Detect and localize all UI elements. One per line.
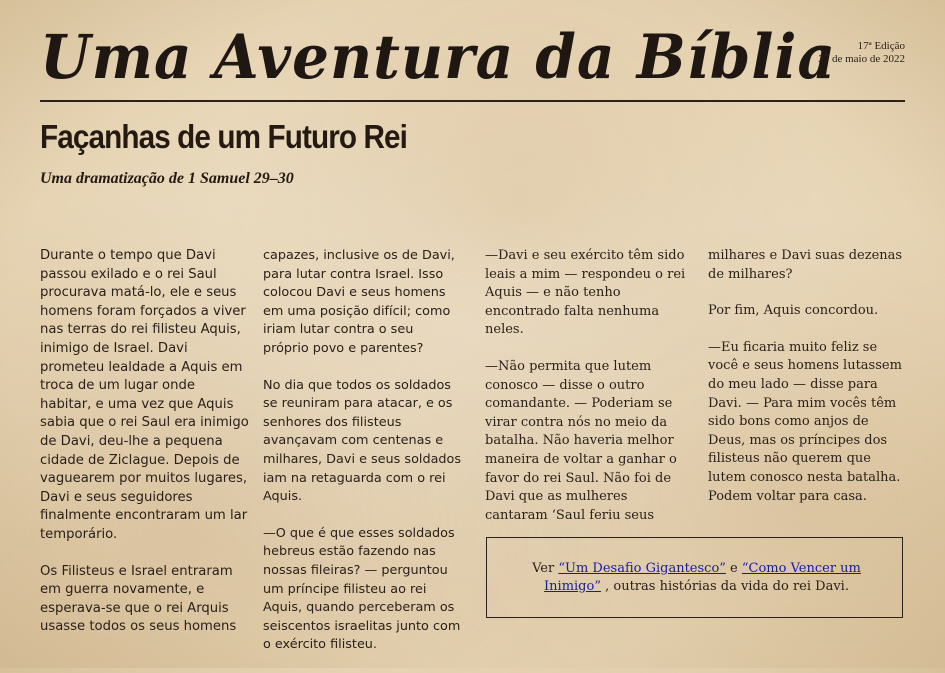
link-como-vencer-um-inimigo[interactable]: “Como Vencer um Inimigo” [544,561,861,594]
paragraph: No dia que todos os soldados se reuniram para atacar, e os senhores dos filisteus avançavam com centenas e milhares, Davi e seus soldados iam na retaguarda com o rei Aquis. [263,377,462,505]
edition-number: 17ª Edição [857,40,905,52]
paragraph: —Não permita que lutem conosco — disse o outro comandante. — Poderiam se virar contra nós no meio da batalha. Não haveria melhor maneira de voltar a ganhar o favor do rei Saul. Não foi de Davi que as mulheres cantaram ‘Saul feriu seus [485,358,677,523]
link-um-desafio-gigantesco[interactable]: “Um Desafio Gigantesco” [558,561,726,576]
paragraph: Durante o tempo que Davi passou exilado e o rei Saul procurava matá-lo, ele e seus homens foram forçados a viver nas terras do rei filisteu Aquis, inimigo de Israel. Davi prometeu lealdade a Aquis em troca de um lugar onde habitar, e uma vez que Aquis sabia que o rei Saul era inimigo de Davi, deu-lhe a pequena cidade de Ziclague. Depois de vaguearem por muitos lugares, Davi e seus seguidores finalmente encontraram um lar temporário. [40,248,249,542]
column-1 [40,247,250,655]
paragraph: Por fim, Aquis concordou. [708,303,879,319]
paragraph: —O que é que esses soldados hebreus estão fazendo nas nossas fileiras? — perguntou um príncipe filisteu ao rei Aquis, quando perceberam os seiscentos israelitas junto com o exército filisteu. [263,525,461,653]
paragraph: milhares e Davi suas dezenas de milhares? [708,248,903,282]
paragraph: capazes, inclusive os de Davi, para lutar contra Israel. Isso colocou Davi e seus homens em uma posição difícil; como iriam lutar contra o seu próprio povo e parentes? [263,248,455,356]
related-middle: e [725,561,742,576]
related-suffix: , outras histórias da vida do rei Davi. [600,579,849,594]
masthead-title: Uma Aventura da Bíblia [40,21,837,93]
article-title: Façanhas de um Futuro Rei [40,118,407,155]
article-subtitle: Uma dramatização de 1 Samuel 29–30 [40,170,294,187]
column-3 [485,247,690,543]
column-2 [263,247,463,673]
edition-info [818,40,905,66]
related-prefix: Ver [532,561,559,576]
related-stories-box [486,537,903,618]
paragraph: Os Filisteus e Israel entraram em guerra novamente, e esperava-se que o rei Arquis usasse todos os seus homens [40,563,237,635]
paragraph: —Davi e seu exército têm sido leais a mim — respondeu o rei Aquis — e não tenho encontrado falta nenhuma neles. [485,248,686,338]
paragraph: —Eu ficaria muito feliz se você e seus homens lutassem do meu lado — disse para Davi. — Para mim vocês têm sido bons como anjos de Deus, mas os príncipes dos filisteus não querem que lutem conosco nesta batalha. Podem voltar para casa. [708,339,902,504]
column-4 [708,247,908,524]
masthead-rule [40,100,905,102]
edition-date: 27 de maio de 2022 [818,53,905,65]
